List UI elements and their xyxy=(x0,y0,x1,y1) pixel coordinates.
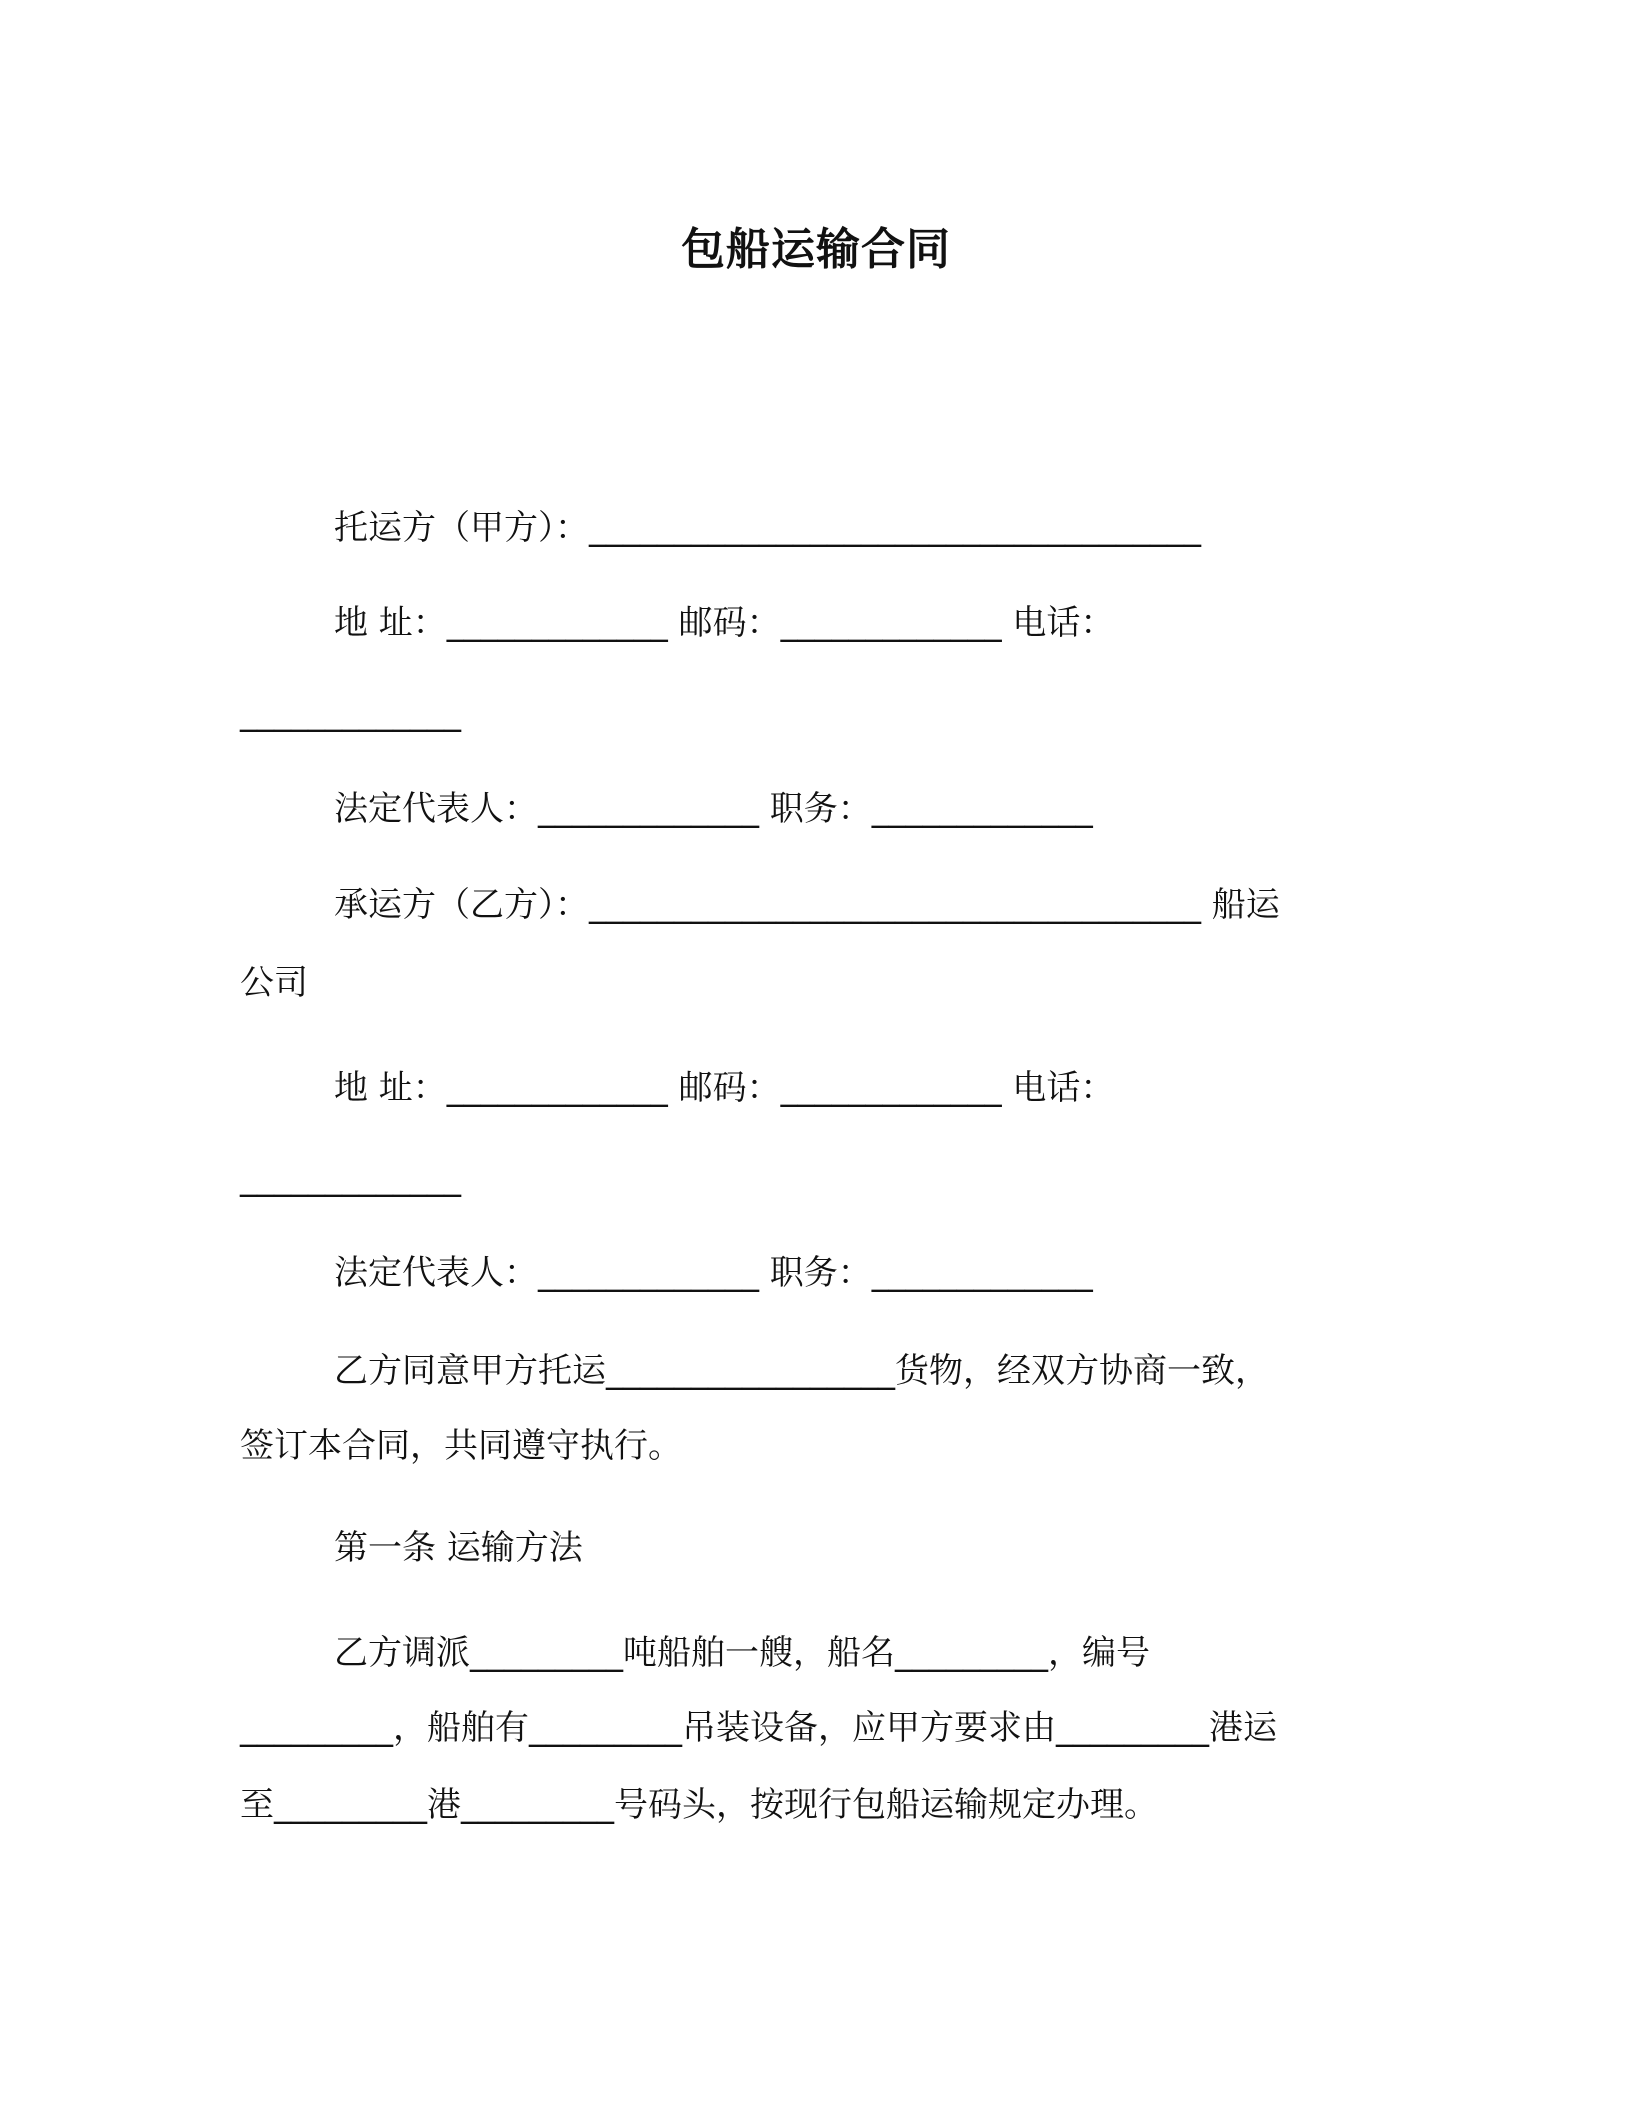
shipper-phone-blank-line: _____________ xyxy=(240,693,461,733)
agreement-line-continued: 签订本合同，共同遵守执行。 xyxy=(240,1426,682,1466)
document-title: 包船运输合同 xyxy=(681,224,951,275)
shipper-representative-line: 法定代表人：_____________ 职务：_____________ xyxy=(334,789,1093,829)
article-one-line-2: _________，船舶有_________吊装设备，应甲方要求由_________港运 xyxy=(240,1708,1277,1748)
article-one-line-1: 乙方调派_________吨船舶一艘，船名_________，编号 xyxy=(334,1633,1150,1673)
shipper-address-line: 地 址：_____________ 邮码：_____________ 电话： xyxy=(334,603,1115,643)
agreement-line: 乙方同意甲方托运_________________货物，经双方协商一致， xyxy=(334,1351,1269,1391)
article-one-heading: 第一条 运输方法 xyxy=(334,1528,583,1568)
carrier-address-line: 地 址：_____________ 邮码：_____________ 电话： xyxy=(334,1068,1115,1108)
carrier-line-continued: 公司 xyxy=(240,963,308,1003)
carrier-line: 承运方（乙方）：____________________________________ 船运 xyxy=(334,885,1280,925)
carrier-phone-blank-line: _____________ xyxy=(240,1158,461,1198)
carrier-representative-line: 法定代表人：_____________ 职务：_____________ xyxy=(334,1253,1093,1293)
article-one-line-3: 至_________港_________号码头，按现行包船运输规定办理。 xyxy=(240,1785,1158,1825)
shipper-line: 托运方（甲方）：____________________________________ xyxy=(334,508,1201,548)
